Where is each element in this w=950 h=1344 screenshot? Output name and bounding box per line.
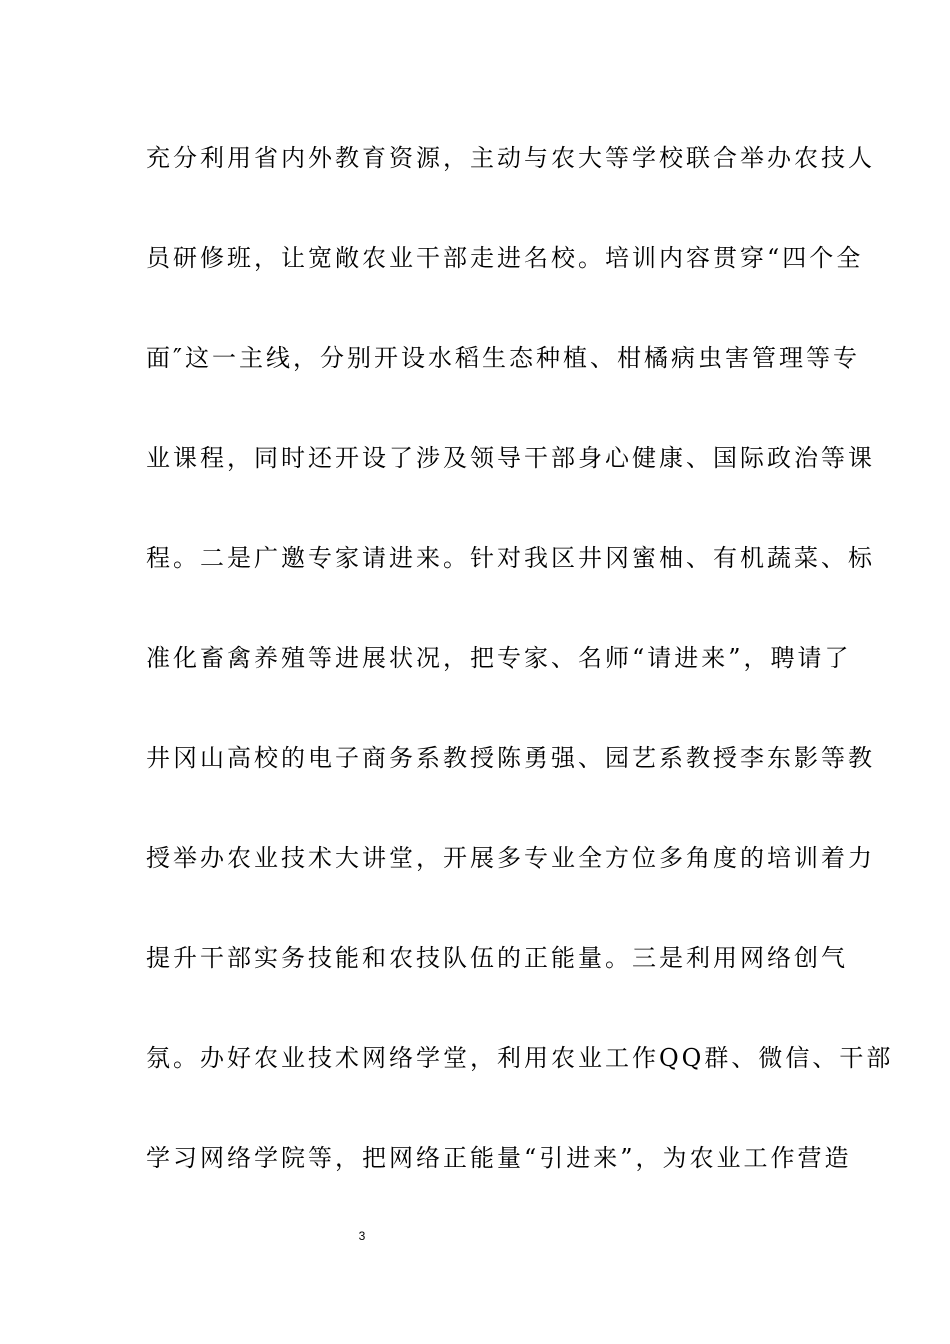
text-line: 准化畜禽养殖等进展状况，把专家、名师“请进来”，聘请了 bbox=[146, 644, 852, 672]
text-line: 业课程，同时还开设了涉及领导干部身心健康、国际政治等课 bbox=[146, 444, 875, 472]
text-line: 程。二是广邀专家请进来。针对我区井冈蜜柚、有机蔬菜、标 bbox=[146, 544, 875, 572]
text-line: 充分利用省内外教育资源，主动与农大等学校联合举办农技人 bbox=[146, 144, 875, 172]
text-line: 员研修班，让宽敞农业干部走进名校。培训内容贯穿“四个全 bbox=[146, 244, 864, 272]
page-number: 3 bbox=[358, 1229, 366, 1243]
text-line: 学习网络学院等，把网络正能量“引进来”，为农业工作营造 bbox=[146, 1144, 852, 1172]
text-line: 提升干部实务技能和农技队伍的正能量。三是利用网络创气 bbox=[146, 944, 848, 972]
text-line: 氛。办好农业技术网络学堂，利用农业工作QQ群、微信、干部 bbox=[146, 1044, 894, 1072]
text-line: 授举办农业技术大讲堂，开展多专业全方位多角度的培训着力 bbox=[146, 844, 875, 872]
text-line: 面″这一主线，分别开设水稻生态种植、柑橘病虫害管理等专 bbox=[146, 344, 860, 372]
body-text bbox=[146, 130, 894, 1230]
text-line: 井冈山高校的电子商务系教授陈勇强、园艺系教授李东影等教 bbox=[146, 744, 875, 772]
